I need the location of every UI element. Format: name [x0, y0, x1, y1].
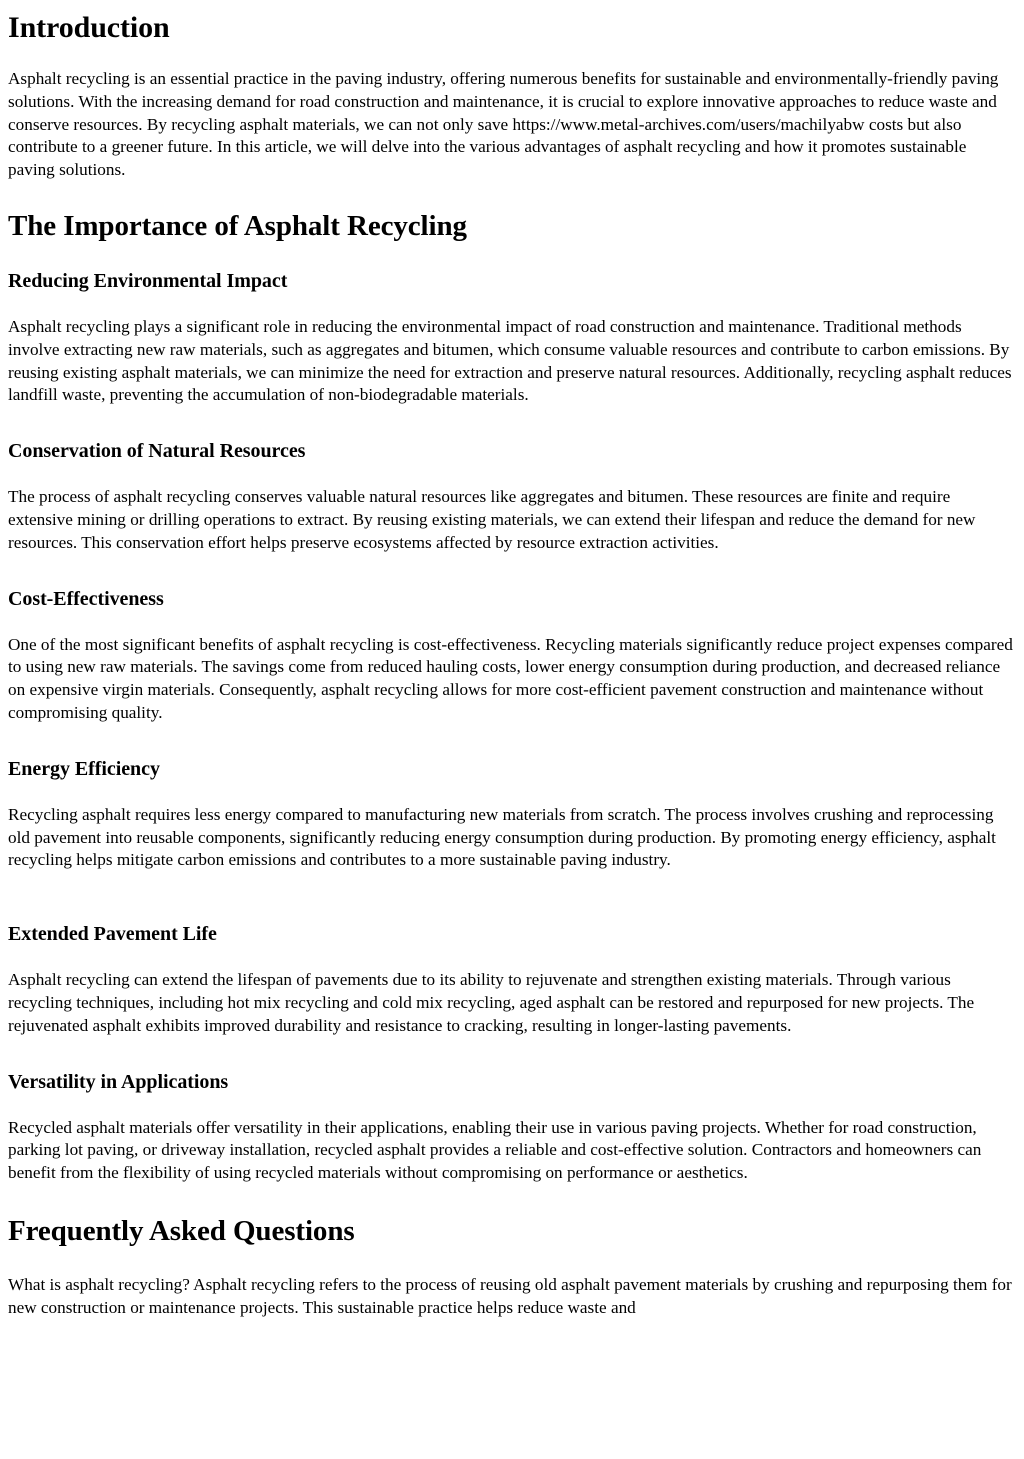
subsection-heading-versatility-in-applications: Versatility in Applications: [8, 1070, 229, 1093]
subsection-heading-reducing-environmental-impact: Reducing Environmental Impact: [8, 269, 288, 292]
spacer: [8, 725, 1016, 757]
spacer: [8, 1094, 1016, 1117]
subsection-heading-conservation-of-natural-resources: Conservation of Natural Resources: [8, 440, 306, 463]
spacer: [8, 781, 1016, 804]
subsection-paragraph-energy-efficiency: Recycling asphalt requires less energy compared to manufacturing new materials from scratch. The process involves crushing and reprocessing old pavement into reusable components, significantly reducing energy consumption during production. By promoting energy efficiency, asphalt recycling helps mitigate carbon emissions and contributes to a more sustainable paving industry.: [8, 804, 996, 870]
spacer: [8, 243, 1016, 269]
spacer: [8, 1038, 1016, 1070]
spacer: [8, 463, 1016, 486]
subsection-paragraph-cost-effectiveness: One of the most significant benefits of asphalt recycling is cost-effectiveness. Recycling materials significantly reduce project expenses compared to using new raw materials. The savings come from reduced hauling costs, lower energy consumption during production, and decreased reliance on expensive virgin materials. Consequently, asphalt recycling allows for more cost-efficient pavement construction and maintenance without compromising quality.: [8, 634, 1013, 722]
spacer: [8, 407, 1016, 439]
section-heading-importance: The Importance of Asphalt Recycling: [8, 209, 467, 242]
spacer: [8, 293, 1016, 316]
introduction-paragraph: Asphalt recycling is an essential practice in the paving industry, offering numerous benefits for sustainable and environmentally-friendly paving solutions. With the increasing demand for road construction and maintenance, it is crucial to explore innovative approaches to reduce waste and conserve resources. By recycling asphalt materials, we can not only save https://www.metal-archives.com/users/machilyabw costs but also contribute to a greener future. In this article, we will delve into the various advantages of asphalt recycling and how it promotes sustainable paving solutions.: [8, 69, 999, 180]
spacer: [8, 45, 1016, 68]
spacer: [8, 611, 1016, 634]
subsection-paragraph-reducing-environmental-impact: Asphalt recycling plays a significant role in reducing the environmental impact of road construction and maintenance. Traditional methods involve extracting new raw materials, such as aggregates and bitumen, which consume valuable resources and contribute to carbon emissions. By reusing existing asphalt materials, we can minimize the need for extraction and preserve natural resources. Additionally, recycling asphalt reduces landfill waste, preventing the accumulation of non-biodegradable materials.: [8, 316, 1012, 405]
subsection-paragraph-extended-pavement-life: Asphalt recycling can extend the lifespan of pavements due to its ability to rejuvenate and strengthen existing materials. Through various recycling techniques, including hot mix recycling and cold mix recycling, aged asphalt can be restored and repurposed for new projects. The rejuvenated asphalt exhibits improved durability and resistance to cracking, resulting in longer-lasting pavements.: [8, 970, 975, 1035]
subsection-heading-energy-efficiency: Energy Efficiency: [8, 757, 160, 780]
subsection-paragraph-versatility-in-applications: Recycled asphalt materials offer versatility in their applications, enabling their use in various paving projects. Whether for road construction, parking lot paving, or driveway installation, recycled asphalt provides a reliable and cost-effective solution. Contractors and homeowners can benefit from the flexibility of using recycled materials without compromising on performance or aesthetics.: [8, 1117, 982, 1183]
subsection-paragraph-conservation-of-natural-resources: The process of asphalt recycling conserves valuable natural resources like aggregates and bitumen. These resources are finite and require extensive mining or drilling operations to extract. By reusing existing materials, we can extend their lifespan and reduce the demand for new resources. This conservation effort helps preserve ecosystems affected by resource extraction activities.: [8, 487, 976, 552]
faq-paragraph: What is asphalt recycling? Asphalt recycling refers to the process of reusing old asphalt pavement materials by crushing and repurposing them for new construction or maintenance projects. This sustainable practice helps reduce waste and: [8, 1274, 1012, 1317]
subsection-heading-extended-pavement-life: Extended Pavement Life: [8, 923, 217, 946]
blank-paragraph-spacer: [8, 872, 1016, 922]
page-title: Introduction: [8, 11, 170, 44]
section-heading-faq: Frequently Asked Questions: [8, 1214, 355, 1247]
spacer: [8, 1248, 1016, 1274]
spacer: [8, 182, 1016, 210]
spacer: [8, 1185, 1016, 1215]
subsection-heading-cost-effectiveness: Cost-Effectiveness: [8, 587, 164, 610]
spacer: [8, 555, 1016, 587]
article-page: [0, 11, 1024, 1320]
spacer: [8, 946, 1016, 969]
